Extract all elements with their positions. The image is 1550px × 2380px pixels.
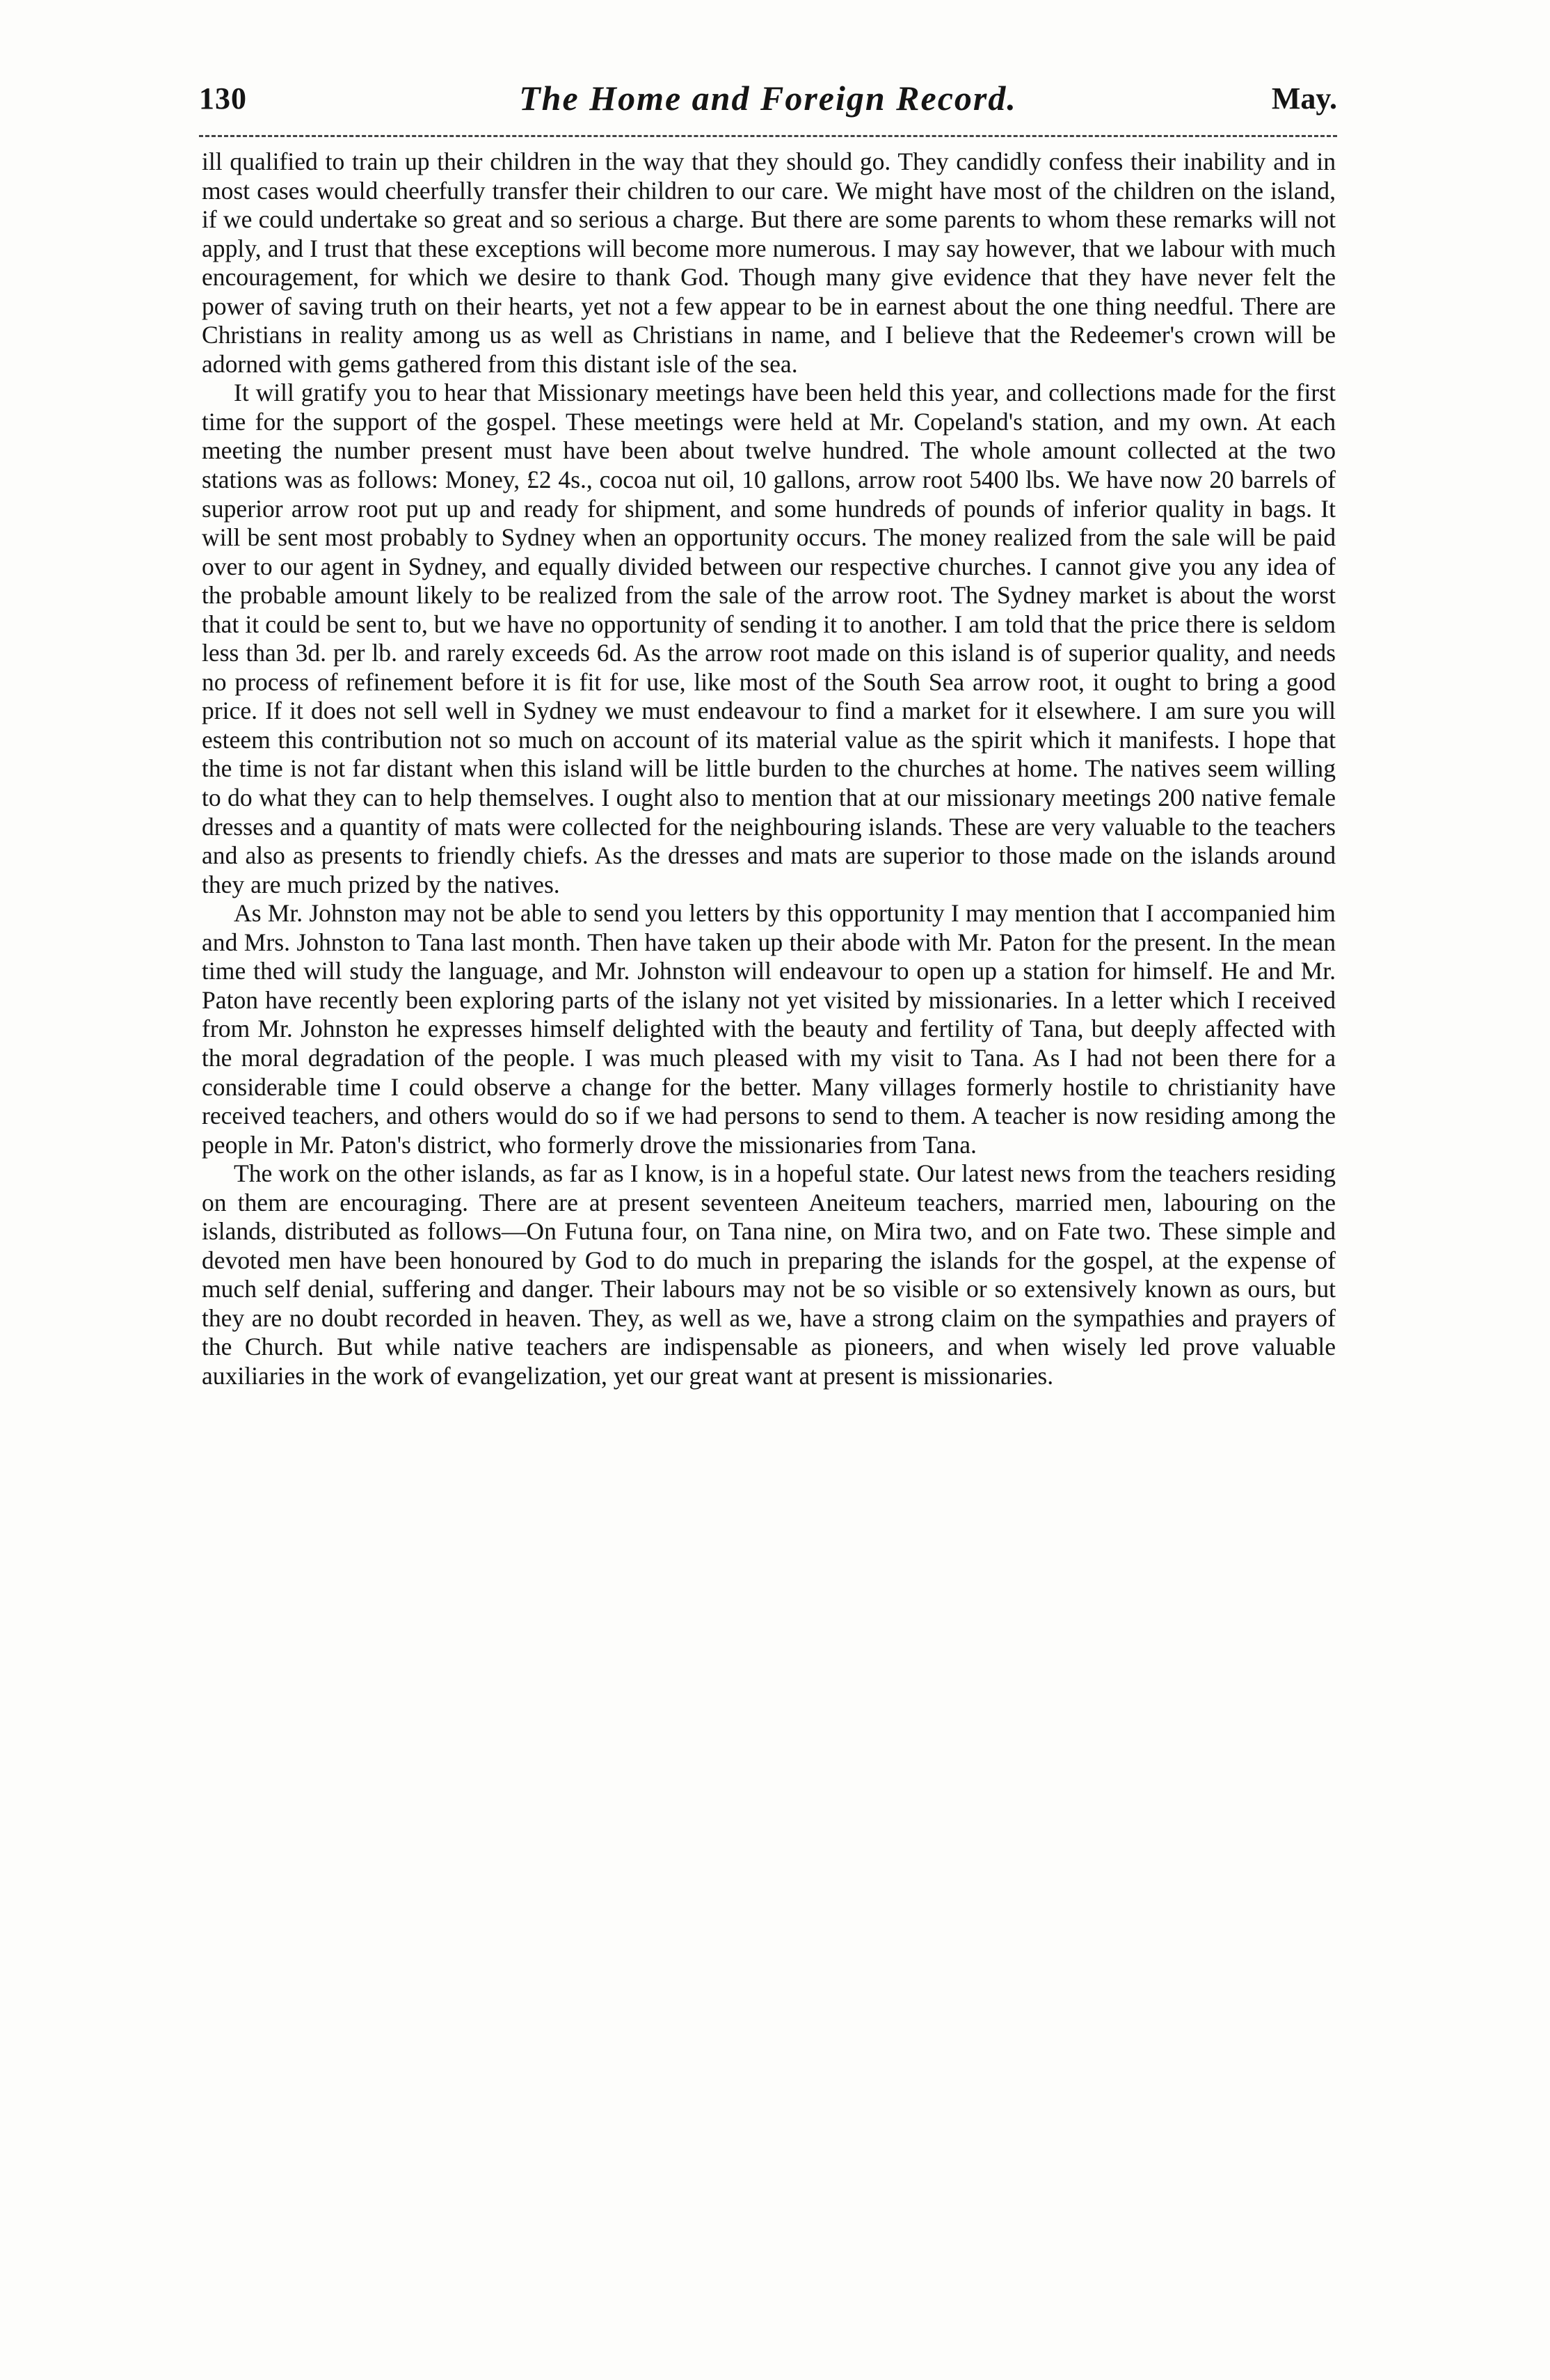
article-body [202, 148, 1336, 1391]
paragraph-continued: ill qualified to train up their children in the way that they should go. They candidly confess their inability and in most cases would cheerfully transfer their children to our care. We might have most of the children on the island, if we could undertake so great and so serious a charge. But there are some parents to whom these remarks will not apply, and I trust that these exceptions will become more numerous. I may say however, that we labour with much encouragement, for which we desire to thank God. Though many give evidence that they have never felt the power of saving truth on their hearts, yet not a few appear to be in earnest about the one thing needful. There are Christians in reality among us as well as Christians in name, and I believe that the Redeemer's crown will be adorned with gems gathered from this distant isle of the sea. [202, 148, 1336, 378]
running-title: The Home and Foreign Record. [519, 79, 1017, 118]
paragraph: As Mr. Johnston may not be able to send you letters by this opportunity I may mention that I accompanied him and Mrs. Johnston to Tana last month. Then have taken up their abode with Mr. Paton for the present. In the mean time thed will study the language, and Mr. Johnston will endeavour to open up a station for himself. He and Mr. Paton have recently been exploring parts of the islany not yet visited by missionaries. In a letter which I received from Mr. Johnston he expresses himself delighted with the beauty and fertility of Tana, but deeply affected with the moral degradation of the people. I was much pleased with my visit to Tana. As I had not been there for a considerable time I could observe a change for the better. Many villages formerly hostile to christianity have received teachers, and others would do so if we had persons to send to them. A teacher is now residing among the people in Mr. Paton's district, who formerly drove the missionaries from Tana. [202, 899, 1336, 1159]
running-header [199, 75, 1337, 131]
running-month: May. [1271, 81, 1337, 116]
paragraph: The work on the other islands, as far as I know, is in a hopeful state. Our latest news from the teachers residing on them are encouraging. There are at present seventeen Aneiteum teachers, married men, labouring on the islands, distributed as follows—On Futuna four, on Tana nine, on Mira two, and on Fate two. These simple and devoted men have been honoured by God to do much in preparing the islands for the gospel, at the expense of much self denial, suffering and danger. Their labours may not be so visible or so extensively known as ours, but they are no doubt recorded in heaven. They, as well as we, have a strong claim on the sympathies and prayers of the Church. But while native teachers are indispensable as pioneers, and when wisely led prove valuable auxiliaries in the work of evangelization, yet our great want at present is missionaries. [202, 1159, 1336, 1390]
paragraph: It will gratify you to hear that Missionary meetings have been held this year, and collections made for the first time for the support of the gospel. These meetings were held at Mr. Copeland's station, and my own. At each meeting the number present must have been about twelve hundred. The whole amount collected at the two stations was as follows: Money, £2 4s., cocoa nut oil, 10 gallons, arrow root 5400 lbs. We have now 20 barrels of superior arrow root put up and ready for shipment, and some hundreds of pounds of inferior quality in bags. It will be sent most probably to Sydney when an opportunity occurs. The money realized from the sale will be paid over to our agent in Sydney, and equally divided between our respective churches. I cannot give you any idea of the probable amount likely to be realized from the sale of the arrow root. The Sydney market is about the worst that it could be sent to, but we have no opportunity of sending it to another. I am told that the price there is seldom less than 3d. per lb. and rarely exceeds 6d. As the arrow root made on this island is of superior quality, and needs no process of refinement before it is fit for use, like most of the South Sea arrow root, it ought to bring a good price. If it does not sell well in Sydney we must endeavour to find a market for it elsewhere. I am sure you will esteem this contribution not so much on account of its material value as the spirit which it manifests. I hope that the time is not far distant when this island will be little burden to the churches at home. The natives seem willing to do what they can to help themselves. I ought also to mention that at our missionary meetings 200 native female dresses and a quantity of mats were collected for the neighbouring islands. These are very valuable to the teachers and also as presents to friendly chiefs. As the dresses and mats are superior to those made on the islands around they are much prized by the natives. [202, 379, 1336, 898]
page-number: 130 [199, 81, 247, 116]
header-rule [199, 135, 1337, 137]
